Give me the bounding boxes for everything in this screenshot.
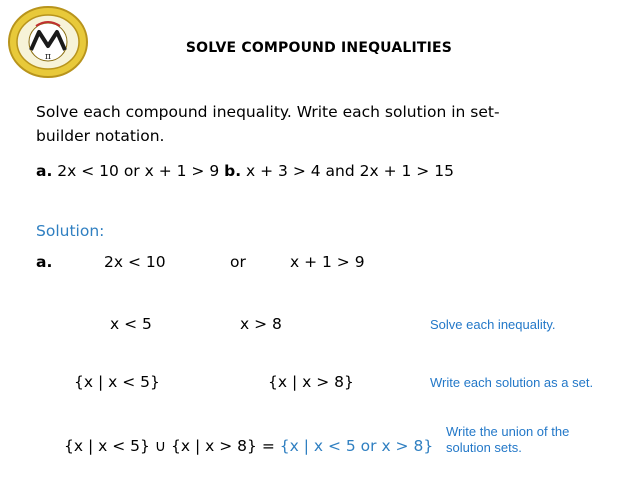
step1-right: x + 1 > 9 [290,253,365,271]
step2-left: x < 5 [110,315,152,333]
note-write-set: Write each solution as a set. [430,375,594,390]
instruction-line-2: builder notation. [36,127,165,145]
page-title: SOLVE COMPOUND INEQUALITIES [185,40,453,56]
problem-a-expression: 2x < 10 or x + 1 > 9 [57,162,220,180]
step1-connector: or [230,253,246,271]
step1-left: 2x < 10 [104,253,166,271]
instruction-line-1: Solve each compound inequality. Write each solution in set- [36,103,500,121]
part-a-label: a. [36,253,53,271]
note-solve-each: Solve each inequality. [430,317,556,332]
union-line [64,434,433,458]
svg-text:π: π [45,52,51,62]
problem-line [36,159,454,183]
step3-right: {x | x > 8} [268,373,354,391]
solution-heading: Solution: [36,222,105,240]
problem-a-label: a. [36,162,53,180]
union-result: {x | x < 5 or x > 8} [279,437,434,455]
union-expression: {x | x < 5} ∪ {x | x > 8} = [64,437,275,455]
note-union-line-1: Write the union of the [446,424,570,439]
problem-b-expression: x + 3 > 4 and 2x + 1 > 15 [246,162,454,180]
step2-right: x > 8 [240,315,282,333]
note-union-line-2: solution sets. [446,440,522,455]
step3-left: {x | x < 5} [74,373,160,391]
problem-b-label: b. [224,162,242,180]
